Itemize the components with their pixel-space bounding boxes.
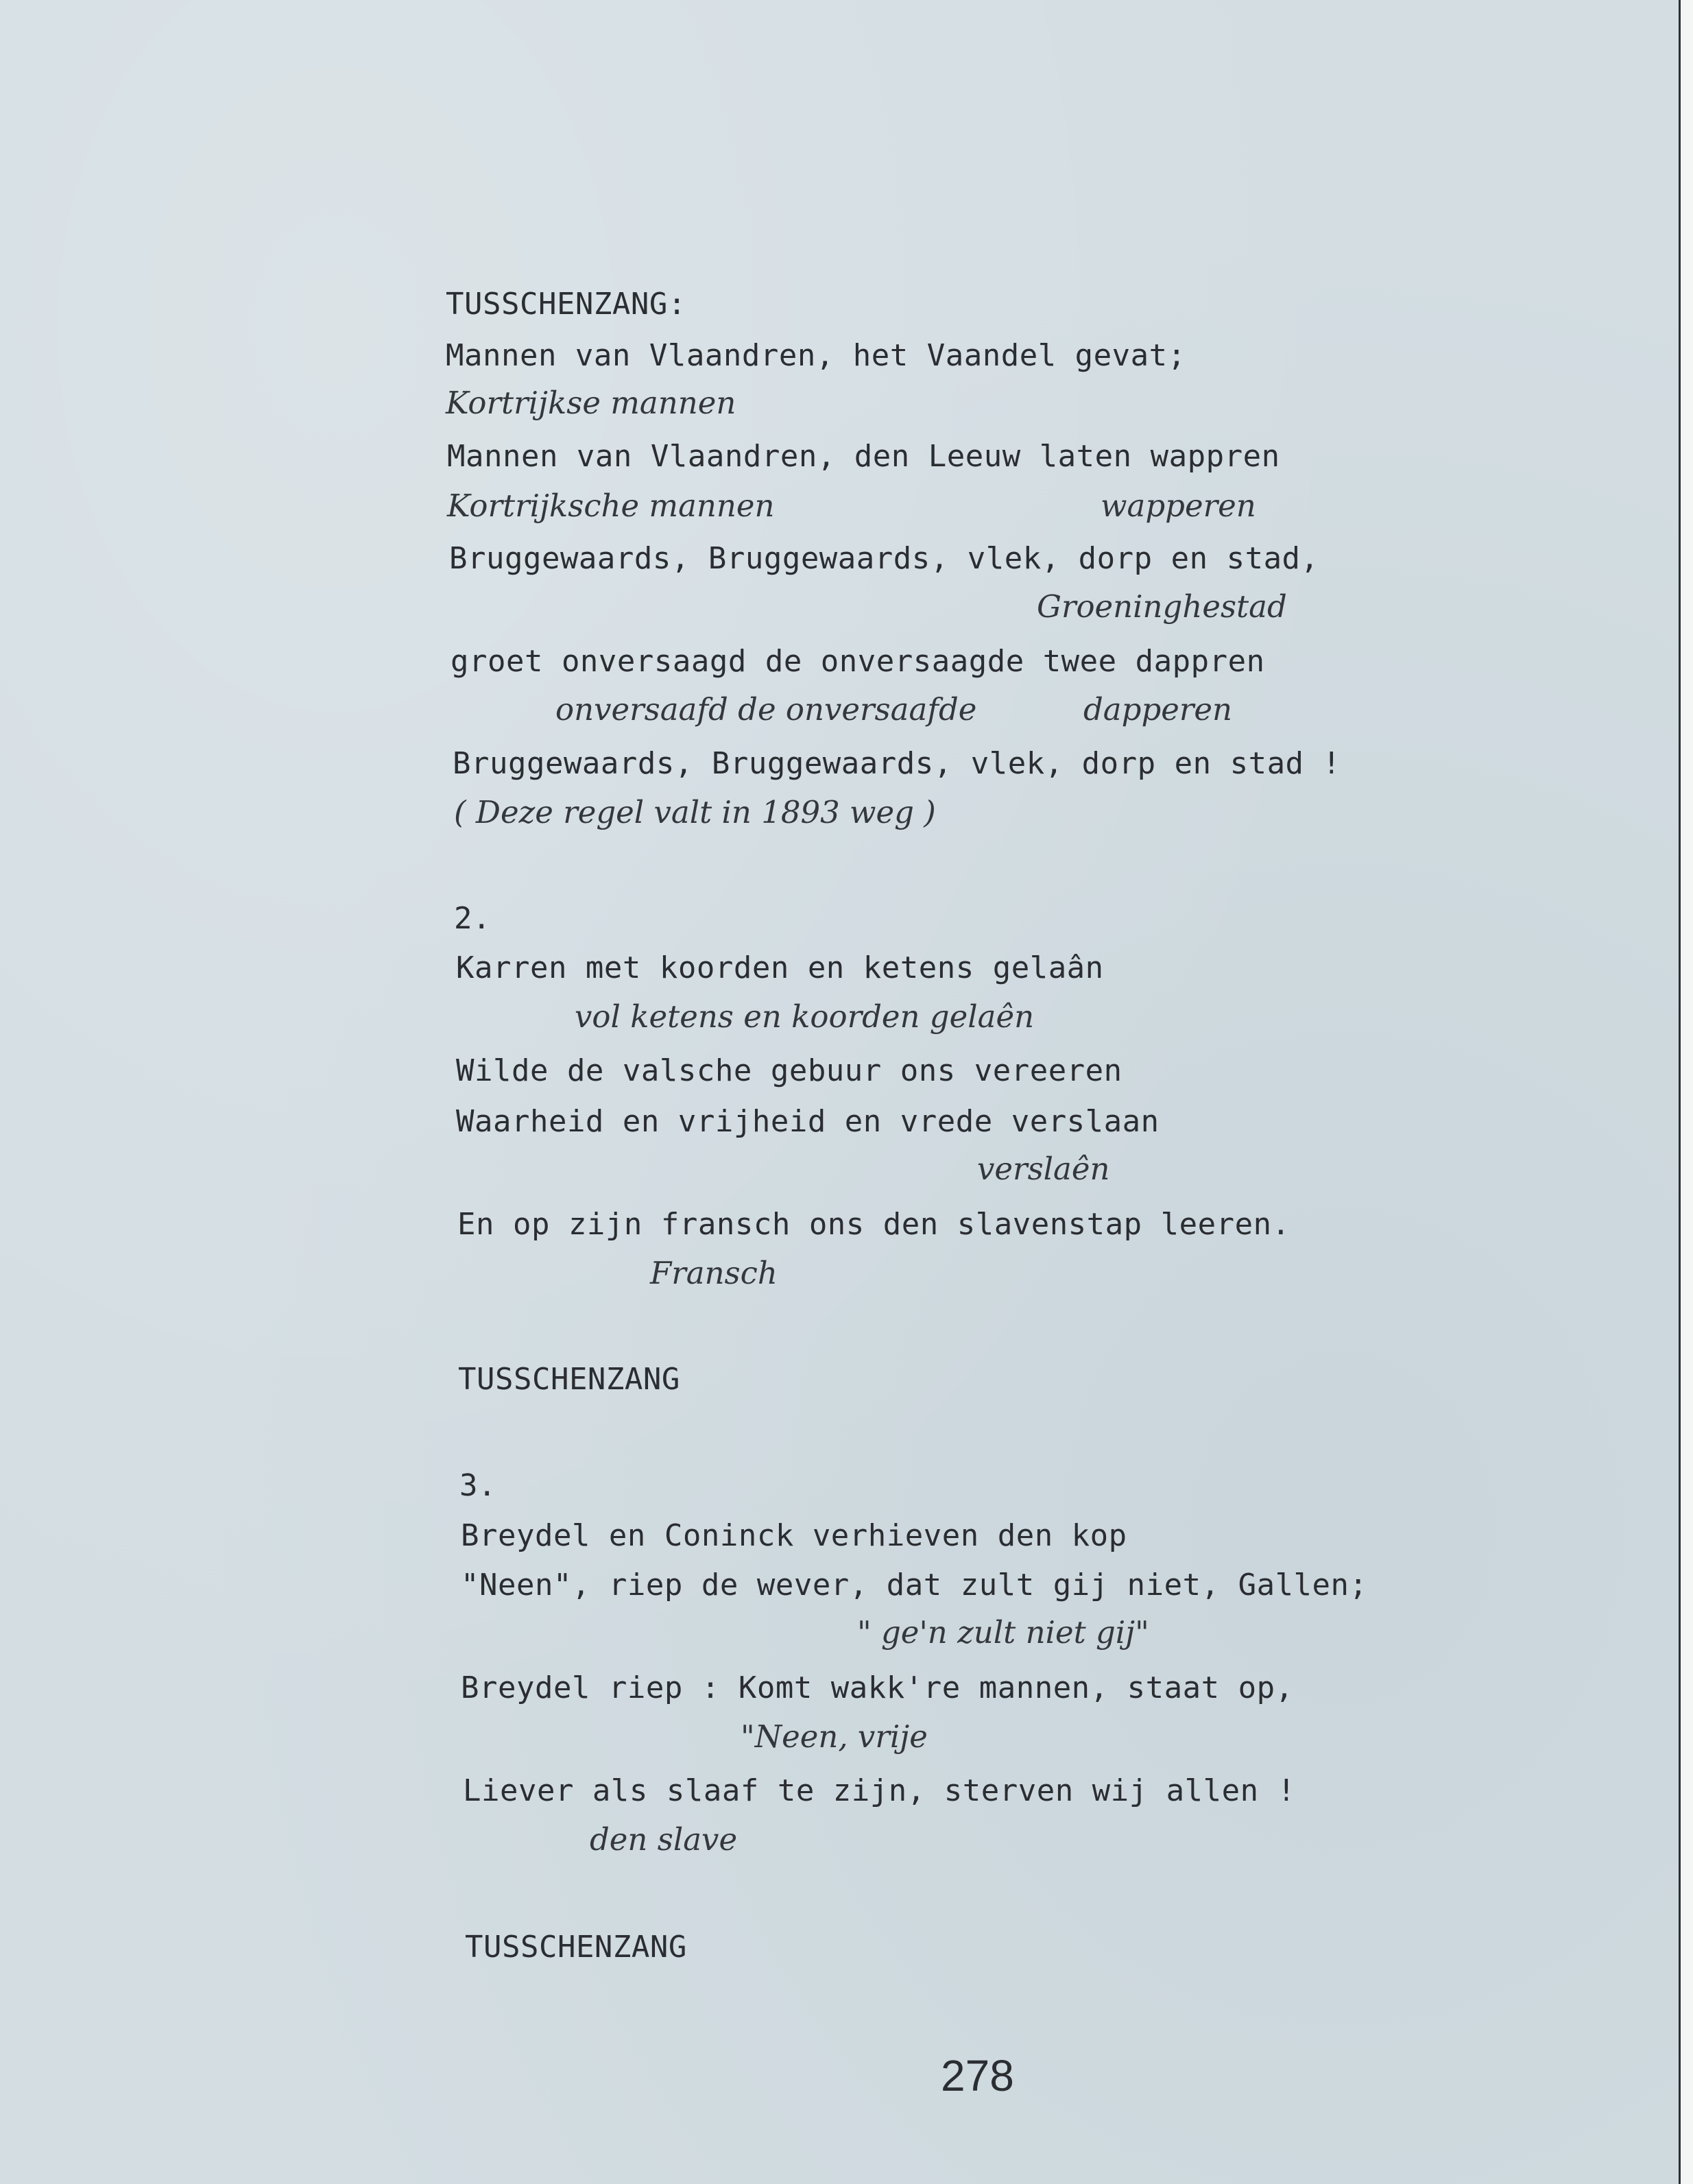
typed-line: Breydel en Coninck verhieven den kop (461, 1518, 1127, 1553)
typed-line: Karren met koorden en ketens gelaân (456, 950, 1104, 985)
typed-line: groet onversaagd de onversaagde twee dappren (451, 644, 1265, 679)
page-edge (1679, 0, 1693, 2184)
typed-line: Waarheid en vrijheid en vrede verslaan (456, 1104, 1160, 1139)
handwritten-annotation: Fransch (650, 1255, 778, 1291)
page-number: 278 (941, 2051, 1014, 2100)
handwritten-annotation: Kortrijkse mannen (446, 385, 736, 421)
typed-line: En op zijn fransch ons den slavenstap leeren. (457, 1207, 1290, 1242)
chorus-heading: TUSSCHENZANG: (446, 287, 686, 322)
typed-line: Bruggewaards, Bruggewaards, vlek, dorp en stad ! (453, 746, 1341, 781)
handwritten-annotation: Groeninghestad (1037, 588, 1287, 625)
typed-line: Breydel riep : Komt wakk're mannen, staat op, (461, 1670, 1294, 1705)
handwritten-annotation: den slave (590, 1821, 738, 1858)
handwritten-annotation: Kortrijksche mannen (447, 488, 775, 524)
typed-line: Liever als slaaf te zijn, sterven wij allen ! (463, 1773, 1296, 1808)
stanza-number: 3. (459, 1468, 496, 1503)
typed-line: Mannen van Vlaandren, den Leeuw laten wappren (447, 439, 1280, 474)
handwritten-annotation: " ge'n zult niet gij" (857, 1614, 1149, 1651)
typed-line: Bruggewaards, Bruggewaards, vlek, dorp en stad, (449, 541, 1319, 576)
typed-line: Wilde de valsche gebuur ons vereeren (456, 1053, 1122, 1088)
handwritten-annotation: onversaafd de onversaafde (555, 691, 977, 728)
handwritten-annotation: vol ketens en koorden gelaên (575, 998, 1035, 1035)
handwritten-annotation: "Neen, vrije (741, 1718, 928, 1755)
chorus-heading: TUSSCHENZANG (458, 1362, 680, 1397)
handwritten-annotation: verslaên (977, 1151, 1110, 1187)
typed-line: Mannen van Vlaandren, het Vaandel gevat; (446, 338, 1186, 373)
typed-line: "Neen", riep de wever, dat zult gij niet, Gallen; (461, 1568, 1368, 1603)
stanza-number: 2. (454, 901, 491, 936)
handwritten-annotation: ( Deze regel valt in 1893 weg ) (454, 794, 936, 830)
handwritten-annotation: wapperen (1101, 488, 1256, 524)
handwritten-annotation: dapperen (1083, 691, 1233, 728)
chorus-heading: TUSSCHENZANG (465, 1930, 687, 1965)
